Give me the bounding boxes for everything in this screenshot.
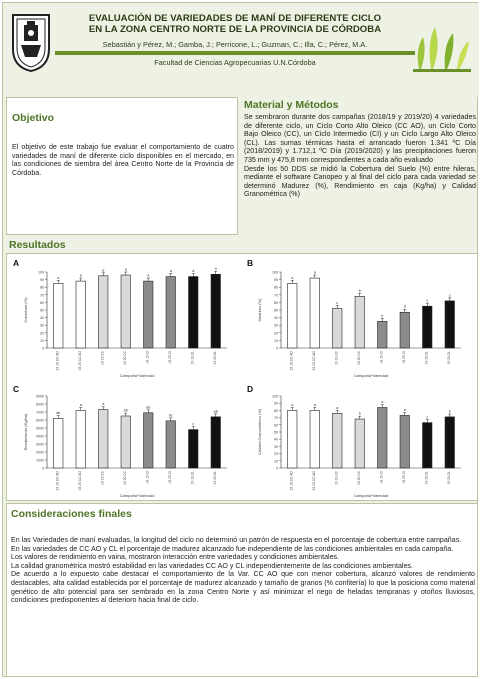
x-tick-label: 19 20 CL — [212, 471, 217, 485]
bar — [144, 281, 153, 348]
x-tick-label: 19 19 CI — [145, 471, 150, 484]
x-tick-label: 19 19 CI — [145, 351, 150, 364]
bar — [211, 417, 220, 468]
resultados-title: Resultados — [9, 239, 66, 251]
y-axis-label: Rendimiento (Kg/ha) — [23, 413, 28, 451]
significance-letter: b — [358, 411, 361, 416]
significance-letter: a — [169, 269, 172, 274]
bar — [288, 283, 297, 348]
bar — [378, 408, 387, 468]
y-tick-label: 100 — [272, 270, 278, 275]
x-tick-label: 19 20 CL — [446, 471, 451, 485]
consideraciones-paragraph-4: La calidad granométrica mostró estabilidad en las variedades CC AO y CL independientemente de las condiciones ambientales. — [11, 561, 413, 570]
bar — [54, 283, 63, 348]
significance-letter: a — [79, 273, 82, 278]
y-tick-label: 80 — [40, 285, 44, 290]
y-tick-label: 50 — [40, 308, 44, 313]
poster-header — [3, 3, 479, 97]
bar — [144, 413, 153, 468]
bar — [189, 430, 198, 468]
x-tick-label: 19 19 CC — [334, 471, 339, 485]
y-tick-label: 6000 — [36, 418, 44, 423]
y-tick-label: 70 — [40, 293, 44, 298]
y-tick-label: 5000 — [36, 426, 44, 431]
y-tick-label: 2000 — [36, 450, 44, 455]
metodos-text — [244, 113, 476, 199]
x-tick-label: 19 19 CL — [424, 351, 429, 365]
x-tick-label: 19 19 CC — [334, 351, 339, 365]
x-tick-label: 19 20 CC AO — [311, 471, 316, 491]
y-tick-label: 100 — [272, 394, 278, 399]
title-line-1: EVALUACIÓN DE VARIEDADES DE MANÍ DE DIFERENTE CICLO — [88, 13, 382, 24]
x-tick-label: 19 20 CC AO — [77, 471, 82, 491]
y-tick-label: 90 — [274, 278, 278, 283]
bar — [76, 281, 85, 348]
x-tick-label: 19 20 CC AO — [311, 351, 316, 371]
significance-letter: ab — [56, 411, 61, 416]
significance-letter: d — [403, 304, 406, 309]
bar — [166, 277, 175, 348]
x-tick-label: 19 20 CL — [446, 351, 451, 365]
consideraciones-paragraph-1: En las Variedades de maní evaluadas, la longitud del ciclo no determinó un patrón de respuesta en el porcentaje de cobertura entre campañas. — [11, 536, 462, 544]
consideraciones-panel — [6, 503, 478, 677]
y-tick-label: 7000 — [36, 410, 44, 415]
y-tick-label: 60 — [40, 300, 44, 305]
significance-letter: a — [102, 268, 105, 273]
authors: Sebastián y Pérez, M.; Gamba, J.; Perricone, L.; Guzman, C.; Illa, C.; Pérez, M.A. — [102, 40, 368, 49]
resultados-panel — [6, 253, 478, 501]
x-tick-label: 19 19 CC — [100, 471, 105, 485]
y-tick-label: 0 — [42, 346, 44, 351]
y-tick-label: 1000 — [36, 458, 44, 463]
bar — [76, 410, 85, 468]
metodos-title: Material y Métodos — [244, 99, 339, 111]
x-tick-label: 19 20 CC — [356, 351, 361, 365]
bar — [333, 413, 342, 468]
bar — [99, 410, 108, 468]
significance-letter: a — [192, 269, 195, 274]
x-tick-label: 19 20 CI — [167, 471, 172, 484]
chart-b — [255, 266, 465, 383]
y-axis-label: Madurez (%) — [257, 298, 262, 322]
x-tick-label: 19 19 CC AO — [289, 471, 294, 491]
chart-c — [21, 390, 231, 503]
x-tick-label: 19 20 CC — [356, 471, 361, 485]
significance-letter: a — [313, 403, 316, 408]
x-tick-label: 19 19 CL — [424, 471, 429, 485]
x-tick-label: 19 20 CC AO — [77, 351, 82, 371]
y-tick-label: 50 — [274, 430, 278, 435]
consideraciones-text — [11, 536, 475, 605]
chart-d — [255, 390, 465, 503]
significance-letter: a — [102, 402, 105, 407]
x-axis-label: Campaña*Variedad — [353, 373, 389, 378]
bar — [333, 308, 342, 348]
y-axis-label: Calidad Granométrica (%) — [257, 408, 262, 456]
significance-letter: c — [426, 298, 429, 303]
y-tick-label: 60 — [274, 300, 278, 305]
y-tick-label: 40 — [40, 316, 44, 321]
bar — [423, 423, 432, 468]
x-tick-label: 19 20 CI — [167, 351, 172, 364]
y-tick-label: 10 — [274, 459, 278, 464]
chart-d-letter: D — [247, 384, 254, 394]
chart-a-letter: A — [13, 258, 20, 268]
significance-letter: b — [358, 288, 361, 293]
bar — [445, 417, 454, 468]
bar — [355, 296, 364, 348]
significance-letter: c — [336, 300, 339, 305]
x-tick-label: 19 19 CI — [379, 471, 384, 484]
y-tick-label: 60 — [274, 423, 278, 428]
y-tick-label: 30 — [274, 323, 278, 328]
x-tick-label: 19 20 CC — [122, 471, 127, 485]
x-tick-label: 19 20 CI — [401, 471, 406, 484]
y-tick-label: 40 — [274, 316, 278, 321]
bar — [400, 415, 409, 468]
y-tick-label: 20 — [40, 331, 44, 336]
university-seal-logo — [9, 11, 53, 73]
y-tick-label: 30 — [274, 444, 278, 449]
bar — [121, 275, 130, 348]
y-tick-label: 8000 — [36, 402, 44, 407]
y-tick-label: 50 — [274, 308, 278, 313]
significance-letter: a — [124, 267, 127, 272]
significance-letter: a — [57, 275, 60, 280]
y-tick-label: 0 — [276, 346, 278, 351]
y-tick-label: 90 — [274, 401, 278, 406]
bar — [378, 321, 387, 348]
significance-letter: c — [426, 415, 429, 420]
plants-logo — [409, 19, 475, 75]
y-tick-label: 30 — [40, 323, 44, 328]
bar — [121, 416, 130, 468]
metodos-panel — [240, 97, 478, 235]
x-tick-label: 19 19 CL — [190, 471, 195, 485]
x-tick-label: 19 20 CC — [122, 351, 127, 365]
significance-letter: c — [192, 422, 195, 427]
y-tick-label: 40 — [274, 437, 278, 442]
bar — [400, 312, 409, 348]
consideraciones-paragraph-5: De acuerdo a lo expuesto cabe destacar el comportamiento de la Var. CC AO que con menor cobertura, alcanzó valores de rendimiento destacables, alta calidad establecida por el porcentaje de madurez alcanzado y tamaño de granos (% confitería) lo que la posiciona como material genético de alto potencial para ser sembrado en la zona Centro Norte y así minimizar el riego de heladas tempranas y otoños lluviosos, condiciones predisponentes al deterioro hacia final de ciclo. — [11, 570, 475, 605]
bar — [310, 278, 319, 348]
consideraciones-title: Consideraciones finales — [11, 508, 132, 520]
significance-letter: a — [291, 275, 294, 280]
significance-letter: a — [381, 400, 384, 405]
significance-letter: a — [79, 403, 82, 408]
y-tick-label: 9000 — [36, 394, 44, 399]
bar — [288, 410, 297, 468]
title-line-2: EN LA ZONA CENTRO NORTE DE LA PROVINCIA DE CÓRDOBA — [88, 24, 382, 35]
y-tick-label: 80 — [274, 408, 278, 413]
faculty: Facultad de Ciencias Agropecuarias U.N.Córdoba — [154, 58, 316, 67]
significance-letter: b — [448, 409, 451, 414]
x-tick-label: 19 20 CL — [212, 351, 217, 365]
y-tick-label: 70 — [274, 293, 278, 298]
metodos-paragraph-2: Desde los 50 DDS se midió la Cobertura del Suelo (%) entre hileras, mediante el software Canopeo y al final del ciclo para cada variedad se determinó Madurez (%), Rendimiento en caja (Kg/ha) y Calidad Granométrica (%) — [244, 164, 476, 199]
x-tick-label: 19 19 CL — [190, 351, 195, 365]
significance-letter: a — [147, 273, 150, 278]
x-axis-label: Campaña*Variedad — [119, 373, 155, 378]
poster-title — [55, 13, 415, 35]
significance-letter: c — [448, 293, 451, 298]
bar — [445, 301, 454, 348]
bar — [54, 418, 63, 468]
x-tick-label: 19 19 CC — [100, 351, 105, 365]
bar — [310, 410, 319, 468]
bar — [166, 421, 175, 468]
significance-letter: ab — [123, 408, 128, 413]
y-tick-label: 90 — [40, 278, 44, 283]
significance-letter: a — [403, 408, 406, 413]
x-tick-label: 19 19 CC AO — [289, 351, 294, 371]
y-tick-label: 3000 — [36, 442, 44, 447]
significance-letter: ab — [146, 405, 151, 410]
objetivo-title: Objetivo — [12, 112, 55, 124]
y-axis-label: Cobertura (%) — [23, 297, 28, 323]
poster — [2, 2, 478, 677]
header-divider — [55, 51, 415, 55]
significance-letter: a — [313, 270, 316, 275]
bar — [211, 274, 220, 348]
x-tick-label: 19 19 CC AO — [55, 471, 60, 491]
significance-letter: a — [214, 266, 217, 271]
bar — [189, 277, 198, 348]
consideraciones-paragraph-2: En las variedades de CC AO y CL el porcentaje de madurez alcanzado fue independiente de las condiciones ambientales en cada campaña. — [11, 544, 454, 553]
consideraciones-paragraph-3: Los valores de rendimiento en vaina, mostraron interacción entre variedades y condiciones ambientales. — [11, 553, 340, 562]
y-tick-label: 0 — [42, 466, 44, 471]
significance-letter: ab — [213, 409, 218, 414]
chart-b-letter: B — [247, 258, 254, 268]
bar — [423, 306, 432, 348]
significance-letter: a — [336, 405, 339, 410]
y-tick-label: 80 — [274, 285, 278, 290]
y-tick-label: 10 — [274, 338, 278, 343]
bar — [99, 276, 108, 348]
metodos-paragraph-1: Se sembraron durante dos campañas (2018/19 y 2019/20) 4 variedades de diferente ciclo, un Ciclo Corto Alto Oleico (CC AO), un Ciclo Corto Bajo Oleico (CC), un Ciclo Intermedio (CI) y un Ciclo Largo Alto Oleico (CL). Las sumas térmicas hasta el arrancado fueron 1.341 ºC Día (2018/2019) y 1.712,1 ºC Día (2019/2020) y las precipitaciones fueron 735 mm y 475,8 mm correspondientes a cada año evaluado — [244, 113, 476, 164]
y-tick-label: 100 — [38, 270, 44, 275]
chart-c-letter: C — [13, 384, 20, 394]
y-tick-label: 20 — [274, 331, 278, 336]
y-tick-label: 20 — [274, 452, 278, 457]
significance-letter: bc — [168, 413, 173, 418]
y-tick-label: 10 — [40, 338, 44, 343]
y-tick-label: 4000 — [36, 434, 44, 439]
significance-letter: a — [291, 403, 294, 408]
objetivo-panel — [6, 97, 238, 235]
objetivo-text: El objetivo de este trabajo fue evaluar el comportamiento de cuatro variedades de maní de diferente ciclo disponibles en el mercado, en las condiciones de siembra del área Centro Norte de la Provincia de Córdoba. — [12, 143, 234, 177]
x-tick-label: 19 19 CC AO — [55, 351, 60, 371]
bar — [355, 419, 364, 468]
significance-letter: e — [381, 313, 384, 318]
y-tick-label: 0 — [276, 466, 278, 471]
x-axis-label: Campaña*Variedad — [353, 493, 389, 498]
x-tick-label: 19 20 CI — [401, 351, 406, 364]
chart-a — [21, 266, 231, 383]
x-axis-label: Campaña*Variedad — [119, 493, 155, 498]
y-tick-label: 70 — [274, 416, 278, 421]
x-tick-label: 19 19 CI — [379, 351, 384, 364]
